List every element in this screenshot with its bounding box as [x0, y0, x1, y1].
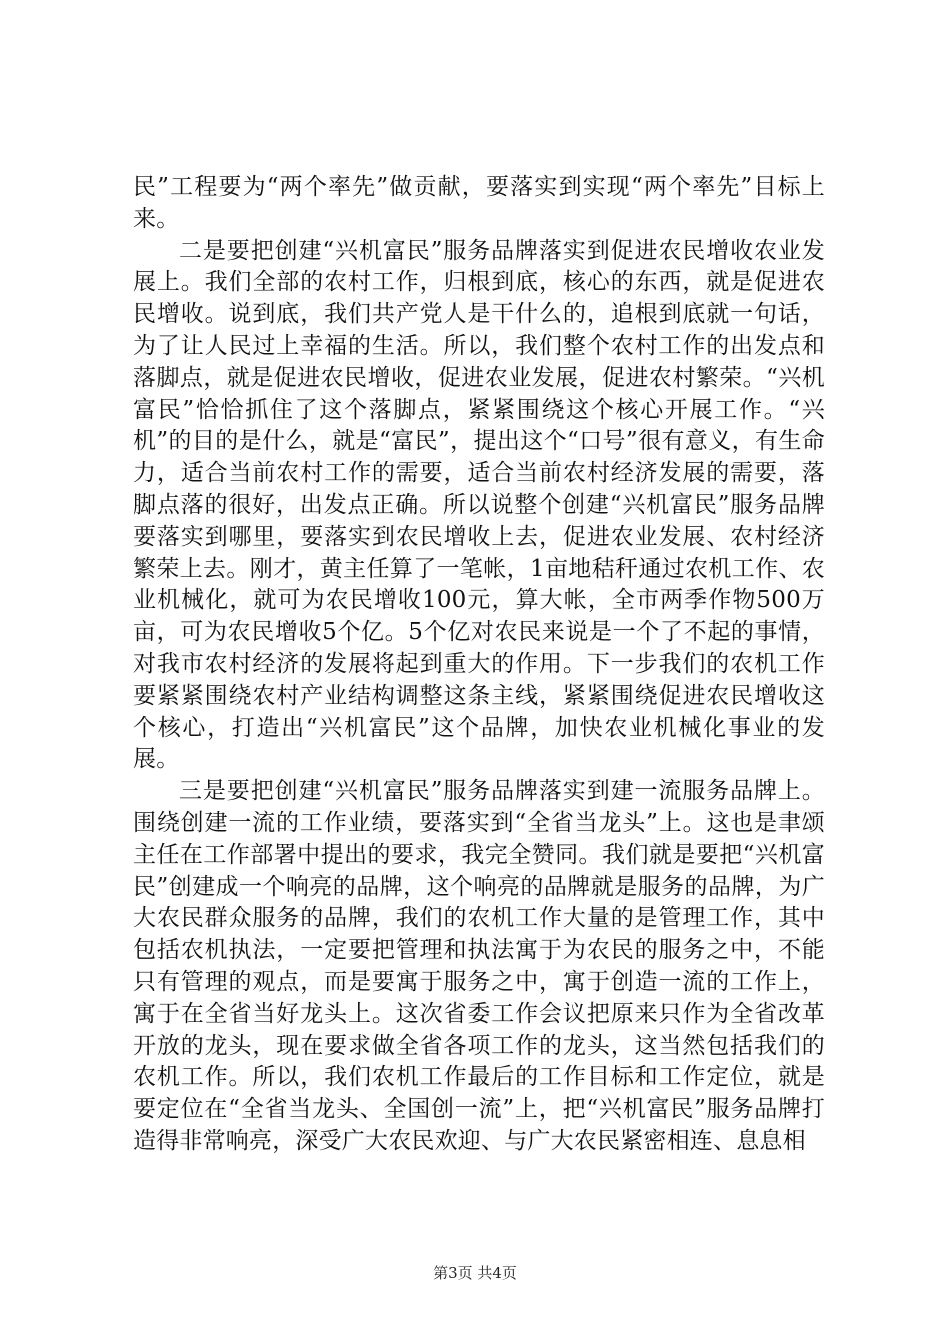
- paragraph-2: 二是要把创建“兴机富民”服务品牌落实到促进农民增收农业发展上。我们全部的农村工作，归根到底，核心的东西，就是促进农民增收。说到底，我们共产党人是干什么的，追根到底就一句话，为了让人民过上幸福的生活。所以，我们整个农村工作的出发点和落脚点，就是促进农民增收，促进农业发展，促进农村繁荣。“兴机富民”恰恰抓住了这个落脚点，紧紧围绕这个核心开展工作。“兴机”的目的是什么，就是“富民”，提出这个“口号”很有意义，有生命力，适合当前农村工作的需要，适合当前农村经济发展的需要，落脚点落的很好，出发点正确。所以说整个创建“兴机富民”服务品牌要落实到哪里，要落实到农民增收上去，促进农业发展、农村经济繁荣上去。刚才，黄主任算了一笔帐，1亩地秸秆通过农机工作、农业机械化，就可为农民增收100元，算大帐，全市两季作物500万亩，可为农民增收5个亿。5个亿对农民来说是一个了不起的事情，对我市农村经济的发展将起到重大的作用。下一步我们的农机工作要紧紧围绕农村产业结构调整这条主线，紧紧围绕促进农民增收这个核心，打造出“兴机富民”这个品牌，加快农业机械化事业的发展。: [133, 237, 825, 773]
- paragraph-1: 民”工程要为“两个率先”做贡献，要落实到实现“两个率先”目标上来。: [133, 174, 825, 232]
- document-body: [133, 172, 825, 1158]
- paragraph-3: 三是要把创建“兴机富民”服务品牌落实到建一流服务品牌上。围绕创建一流的工作业绩，要落实到“全省当龙头”上。这也是聿颂主任在工作部署中提出的要求，我完全赞同。我们就是要把“兴机富民”创建成一个响亮的品牌，这个响亮的品牌就是服务的品牌，为广大农民群众服务的品牌，我们的农机工作大量的是管理工作，其中包括农机执法，一定要把管理和执法寓于为农民的服务之中，不能只有管理的观点，而是要寓于服务之中，寓于创造一流的工作上，寓于在全省当好龙头上。这次省委工作会议把原来只作为全省改革开放的龙头，现在要求做全省各项工作的龙头，这当然包括我们的农机工作。所以，我们农机工作最后的工作目标和工作定位，就是要定位在“全省当龙头、全国创一流”上，把“兴机富民”服务品牌打造得非常响亮，深受广大农民欢迎、与广大农民紧密相连、息息相: [133, 778, 825, 1154]
- page-footer: [0, 1262, 950, 1283]
- page-number-label: 第3页 共4页: [433, 1264, 517, 1282]
